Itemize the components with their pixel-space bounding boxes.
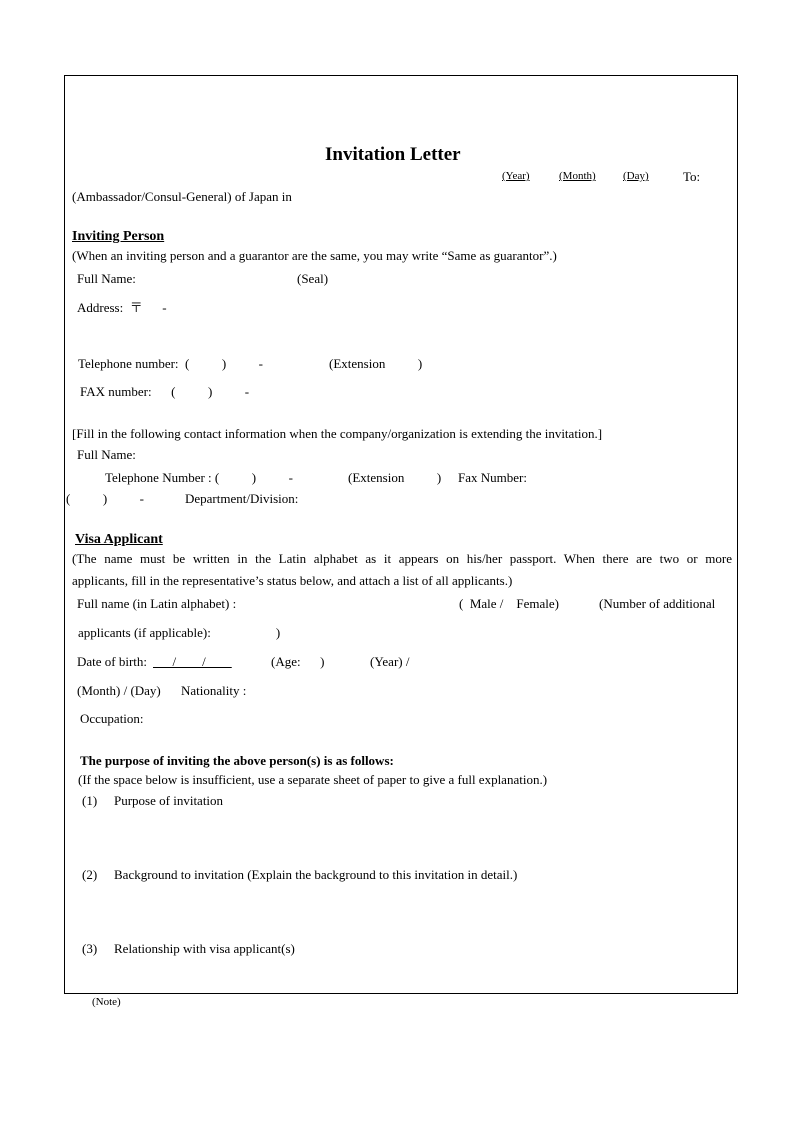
- applicant-dob-label: Date of birth:: [77, 654, 148, 669]
- visa-applicant-note-line1: (The name must be written in the Latin alphabet as it appears on his/her passport. When there are two or more: [72, 551, 732, 566]
- applicant-year-label: (Year) /: [370, 654, 410, 669]
- purpose-item-label: Background to invitation (Explain the background to this invitation in detail.): [114, 867, 518, 882]
- applicant-dob-field: / /: [153, 654, 232, 669]
- company-telephone-label: Telephone Number : ( ) -: [105, 470, 293, 485]
- applicant-gender-label: ( Male / Female): [459, 596, 559, 611]
- applicant-occupation-label: Occupation:: [80, 711, 144, 726]
- applicant-additional-continued: applicants (if applicable): ): [78, 625, 281, 640]
- purpose-heading: The purpose of inviting the above person(s) is as follows:: [80, 753, 394, 768]
- company-department-label: Department/Division:: [185, 491, 299, 506]
- purpose-item-number: (3): [82, 941, 98, 956]
- form-border: [64, 75, 738, 994]
- company-note: [Fill in the following contact information when the company/organization is extending the invitation.]: [72, 426, 603, 441]
- company-full-name-label: Full Name:: [77, 447, 136, 462]
- date-day: (Day): [623, 170, 649, 182]
- company-fax-label: Fax Number:: [458, 470, 527, 485]
- date-month: (Month): [559, 170, 596, 182]
- inviting-extension-label: (Extension ): [329, 356, 423, 371]
- inviting-full-name-label: Full Name:: [77, 271, 136, 286]
- purpose-item-label: Purpose of invitation: [114, 793, 224, 808]
- date-to: To:: [683, 169, 701, 184]
- inviting-seal-label: (Seal): [297, 271, 329, 286]
- purpose-item-label: Relationship with visa applicant(s): [114, 941, 295, 956]
- applicant-age-label: (Age: ): [271, 654, 325, 669]
- addressee: (Ambassador/Consul-General) of Japan in: [72, 189, 292, 204]
- visa-applicant-note-line2: applicants, fill in the representative’s status below, and attach a list of all applicants.): [72, 573, 513, 588]
- inviting-person-note: (When an inviting person and a guarantor are the same, you may write “Same as guarantor”.): [72, 248, 557, 263]
- inviting-address-label: Address: 〒 -: [77, 300, 167, 315]
- purpose-item-number: (2): [82, 867, 98, 882]
- applicant-additional-label: (Number of additional: [599, 596, 716, 611]
- applicant-nationality-label: Nationality :: [181, 683, 247, 698]
- company-fax-continued: ( ) -: [66, 491, 144, 506]
- inviting-telephone-label: Telephone number: ( ) -: [78, 356, 264, 371]
- visa-applicant-heading: Visa Applicant: [75, 532, 163, 547]
- page-title: Invitation Letter: [325, 144, 461, 165]
- purpose-item-number: (1): [82, 793, 98, 808]
- footer-note: (Note): [92, 996, 121, 1008]
- applicant-month-day-label: (Month) / (Day): [77, 683, 161, 698]
- applicant-full-name-label: Full name (in Latin alphabet) :: [77, 596, 237, 611]
- company-extension-label: (Extension ): [348, 470, 442, 485]
- inviting-fax-label: FAX number: ( ) -: [80, 384, 250, 399]
- date-year: (Year): [502, 170, 530, 182]
- purpose-note: (If the space below is insufficient, use a separate sheet of paper to give a full explanation.): [78, 772, 548, 787]
- inviting-person-heading: Inviting Person: [72, 229, 165, 244]
